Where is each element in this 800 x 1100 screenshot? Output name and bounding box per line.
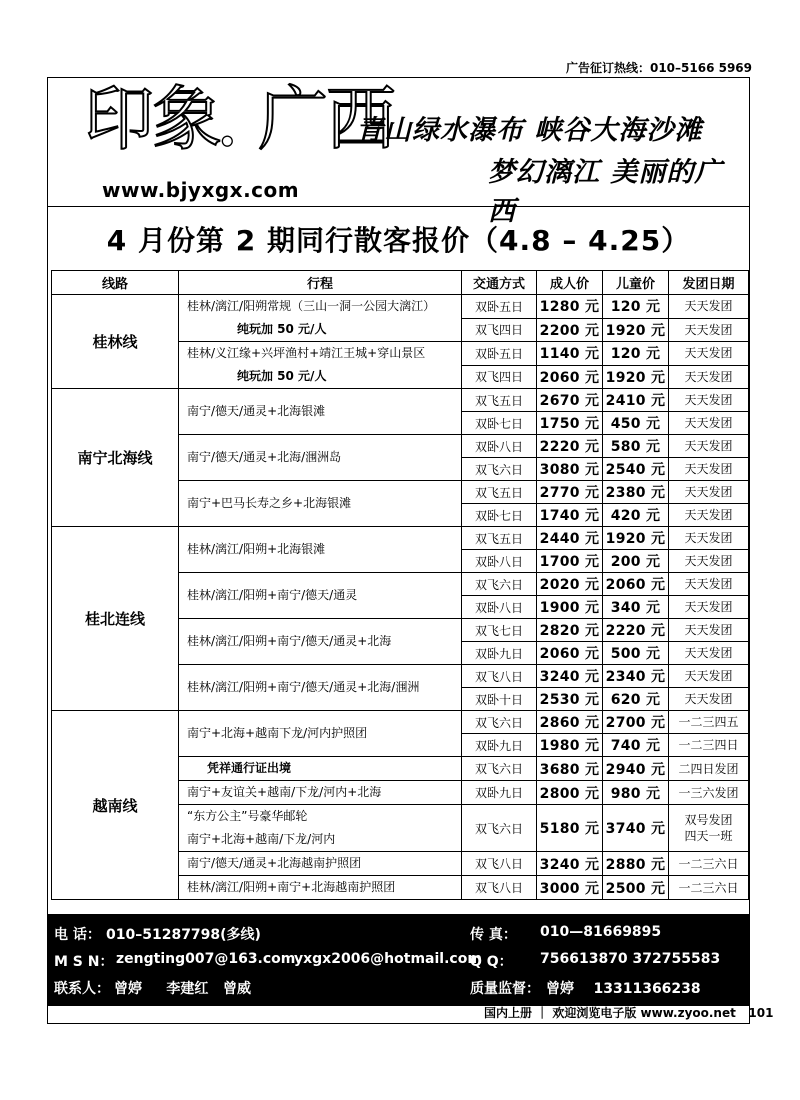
route-cell	[179, 573, 462, 619]
price-table	[51, 270, 749, 900]
route-cell	[179, 481, 462, 527]
child-price-cell: 620 元	[603, 688, 669, 711]
column-header: 儿童价	[603, 271, 669, 295]
header-banner	[48, 78, 749, 227]
departure-date: 天天发团	[684, 439, 733, 453]
departure-date-cell	[669, 805, 749, 852]
departure-date-cell	[669, 318, 749, 342]
transport-cell: 双卧五日	[462, 342, 537, 366]
column-header: 成人价	[537, 271, 603, 295]
child-price-cell: 740 元	[603, 734, 669, 757]
departure-date: 天天发团	[684, 692, 733, 706]
adult-price-cell: 3240 元	[537, 665, 603, 688]
adult-price-cell: 2530 元	[537, 688, 603, 711]
fax-value: 010—81669895	[540, 924, 662, 940]
child-price-cell: 580 元	[603, 435, 669, 458]
phone-value: 010–51287798(多线)	[106, 927, 261, 943]
child-price-cell: 120 元	[603, 342, 669, 366]
route-text: 桂林/漓江/阳朔+南宁+北海越南护照团	[187, 880, 396, 894]
departure-date-cell	[669, 504, 749, 527]
transport-cell: 双卧十日	[462, 688, 537, 711]
slogan-line-1: 青山绿水瀑布 峡谷大海沙滩	[356, 115, 703, 146]
route-note: 纯玩加 50 元/人	[237, 369, 327, 383]
departure-date: 二四日发团	[678, 761, 739, 776]
route-cell	[179, 711, 462, 757]
transport-cell: 双飞六日	[462, 711, 537, 734]
transport-cell: 双飞五日	[462, 527, 537, 550]
departure-date: 天天发团	[684, 299, 733, 314]
departure-date: 天天发团	[684, 669, 733, 683]
transport-cell: 双飞七日	[462, 619, 537, 642]
line-name: 桂林线	[52, 295, 179, 389]
adult-price-cell: 2060 元	[537, 642, 603, 665]
departure-date-cell	[669, 342, 749, 366]
contact-footer	[48, 914, 749, 1006]
route-cell	[179, 342, 462, 389]
transport-cell: 双卧九日	[462, 642, 537, 665]
adult-price-cell: 2060 元	[537, 365, 603, 389]
route-text: 桂林/漓江/阳朔常规（三山一洞一公园大漓江）	[187, 299, 436, 313]
fax-label: 传 真：	[470, 927, 517, 943]
route-text: “东方公主”号豪华邮轮	[187, 809, 308, 823]
transport-cell: 双卧九日	[462, 781, 537, 805]
route-text: 桂林/漓江/阳朔+南宁/德天/通灵+北海/涠洲	[187, 680, 420, 694]
route-cell	[179, 665, 462, 711]
child-price-cell: 2410 元	[603, 389, 669, 412]
logo-text-2: 广西	[258, 78, 394, 160]
child-price-cell: 2940 元	[603, 757, 669, 781]
line-name: 越南线	[52, 711, 179, 900]
logo-url[interactable]: www.bjyxgx.com	[102, 178, 300, 202]
route-text: 南宁/德天/通灵+北海/涠洲岛	[187, 450, 342, 464]
transport-cell: 双飞四日	[462, 365, 537, 389]
qq-value: 756613870 372755583	[540, 951, 721, 967]
departure-date-cell	[669, 365, 749, 389]
table-row	[52, 711, 749, 734]
column-header: 发团日期	[669, 271, 749, 295]
column-header: 线路	[52, 271, 179, 295]
adult-price-cell: 3240 元	[537, 852, 603, 876]
departure-date-cell	[669, 435, 749, 458]
child-price-cell: 420 元	[603, 504, 669, 527]
logo	[84, 78, 394, 160]
transport-cell: 双飞八日	[462, 876, 537, 900]
supervise-label: 质量监督：	[470, 981, 540, 997]
transport-cell: 双飞六日	[462, 805, 537, 852]
route-text-2: 南宁+北海+越南/下龙/河内	[187, 832, 336, 846]
departure-date-cell	[669, 876, 749, 900]
adult-price-cell: 2770 元	[537, 481, 603, 504]
adult-price-cell: 3680 元	[537, 757, 603, 781]
page-frame	[47, 77, 750, 1024]
route-cell	[179, 876, 462, 900]
departure-date-cell	[669, 665, 749, 688]
adult-price-cell: 1980 元	[537, 734, 603, 757]
departure-date-cell	[669, 619, 749, 642]
departure-date: 天天发团	[684, 646, 733, 660]
route-cell	[179, 619, 462, 665]
route-cell	[179, 295, 462, 342]
child-price-cell: 2220 元	[603, 619, 669, 642]
transport-cell: 双卧五日	[462, 295, 537, 319]
table-row	[52, 527, 749, 550]
adult-price-cell: 2670 元	[537, 389, 603, 412]
adult-price-cell: 1750 元	[537, 412, 603, 435]
transport-cell: 双飞四日	[462, 318, 537, 342]
transport-cell: 双飞六日	[462, 573, 537, 596]
departure-date: 一二三四五	[678, 715, 739, 729]
adult-price-cell: 1280 元	[537, 295, 603, 319]
table-row	[52, 389, 749, 412]
child-price-cell: 2380 元	[603, 481, 669, 504]
supervise-value: 曾婷 13311366238	[546, 981, 701, 997]
route-cell	[179, 781, 462, 805]
transport-cell: 双卧九日	[462, 734, 537, 757]
child-price-cell: 2500 元	[603, 876, 669, 900]
adult-price-cell: 2440 元	[537, 527, 603, 550]
departure-date-cell	[669, 412, 749, 435]
departure-date: 天天发团	[684, 416, 733, 430]
child-price-cell: 2700 元	[603, 711, 669, 734]
logo-text: 印象	[84, 78, 220, 160]
child-price-cell: 3740 元	[603, 805, 669, 852]
route-text: 南宁+友谊关+越南/下龙/河内+北海	[187, 785, 382, 799]
transport-cell: 双飞五日	[462, 481, 537, 504]
transport-cell: 双飞八日	[462, 665, 537, 688]
route-text: 桂林/漓江/阳朔+南宁/德天/通灵	[187, 588, 358, 602]
departure-date-cell	[669, 711, 749, 734]
contact-label: 联系人：	[54, 981, 110, 997]
child-price-cell: 200 元	[603, 550, 669, 573]
transport-cell: 双卧七日	[462, 412, 537, 435]
departure-date-cell	[669, 852, 749, 876]
msn-label: M S N：	[54, 954, 114, 970]
slogan-line-2: 梦幻漓江 美丽的广西	[488, 157, 723, 227]
departure-date-2: 四天一班	[684, 829, 733, 843]
departure-date: 天天发团	[684, 554, 733, 568]
departure-date-cell	[669, 389, 749, 412]
transport-cell: 双卧八日	[462, 550, 537, 573]
route-cell	[179, 757, 462, 781]
adult-price-cell: 5180 元	[537, 805, 603, 852]
departure-date-cell	[669, 458, 749, 481]
table-header-row	[52, 271, 749, 295]
child-price-cell: 2060 元	[603, 573, 669, 596]
msn-email-2[interactable]: yxgx2006@hotmail.com	[294, 951, 482, 967]
child-price-cell: 1920 元	[603, 318, 669, 342]
adult-price-cell: 2860 元	[537, 711, 603, 734]
departure-date: 天天发团	[684, 600, 733, 614]
line-name: 南宁北海线	[52, 389, 179, 527]
departure-date: 天天发团	[684, 393, 733, 407]
departure-date-cell	[669, 734, 749, 757]
line-name: 桂北连线	[52, 527, 179, 711]
route-text: 南宁+巴马长寿之乡+北海银滩	[187, 496, 352, 510]
departure-date-cell	[669, 481, 749, 504]
departure-date-cell	[669, 550, 749, 573]
table-row	[52, 295, 749, 319]
adult-price-cell: 2200 元	[537, 318, 603, 342]
departure-date: 天天发团	[684, 623, 733, 637]
adult-price-cell: 1900 元	[537, 596, 603, 619]
departure-date: 天天发团	[684, 577, 733, 591]
transport-cell: 双飞六日	[462, 757, 537, 781]
route-cell	[179, 435, 462, 481]
adult-price-cell: 3000 元	[537, 876, 603, 900]
transport-cell: 双飞五日	[462, 389, 537, 412]
child-price-cell: 2340 元	[603, 665, 669, 688]
departure-date-cell	[669, 642, 749, 665]
page-footer-note: 国内上册 ｜ 欢迎浏览电子版 www.zyoo.net 101	[484, 1006, 774, 1020]
adult-price-cell: 2800 元	[537, 781, 603, 805]
child-price-cell: 450 元	[603, 412, 669, 435]
child-price-cell: 500 元	[603, 642, 669, 665]
child-price-cell: 340 元	[603, 596, 669, 619]
table-body	[52, 295, 749, 900]
msn-email-1[interactable]: zengting007@163.com	[116, 951, 296, 967]
qq-label: Q Q：	[470, 954, 513, 970]
departure-date: 天天发团	[684, 462, 733, 476]
route-cell	[179, 527, 462, 573]
transport-cell: 双飞八日	[462, 852, 537, 876]
route-cell	[179, 852, 462, 876]
adult-price-cell: 2820 元	[537, 619, 603, 642]
route-note: 纯玩加 50 元/人	[237, 322, 327, 336]
departure-date-cell	[669, 781, 749, 805]
child-price-cell: 120 元	[603, 295, 669, 319]
departure-date: 双号发团	[684, 813, 733, 827]
departure-date-cell	[669, 295, 749, 319]
column-header: 交通方式	[462, 271, 537, 295]
adult-price-cell: 1740 元	[537, 504, 603, 527]
departure-date-cell	[669, 688, 749, 711]
route-cell	[179, 389, 462, 435]
logo-dot: 。	[220, 107, 258, 153]
departure-date: 一二三六日	[678, 856, 739, 871]
adult-price-cell: 1140 元	[537, 342, 603, 366]
transport-cell: 双卧八日	[462, 435, 537, 458]
departure-date: 天天发团	[684, 322, 733, 337]
phone-label: 电 话：	[54, 927, 101, 943]
transport-cell: 双飞六日	[462, 458, 537, 481]
departure-date: 天天发团	[684, 508, 733, 522]
child-price-cell: 1920 元	[603, 527, 669, 550]
departure-date: 天天发团	[684, 369, 733, 384]
route-text: 南宁/德天/通灵+北海银滩	[187, 404, 326, 418]
departure-date: 一二三四日	[678, 738, 739, 752]
route-text: 南宁/德天/通灵+北海越南护照团	[187, 856, 362, 870]
column-header: 行程	[179, 271, 462, 295]
departure-date: 一三六发团	[678, 785, 739, 800]
page-title: 4 月份第 2 期同行散客报价（4.8 – 4.25）	[106, 223, 691, 257]
adult-price-cell: 2020 元	[537, 573, 603, 596]
departure-date: 天天发团	[684, 346, 733, 361]
departure-date: 一二三六日	[678, 880, 739, 895]
route-heading: 凭祥通行证出境	[207, 761, 292, 775]
departure-date-cell	[669, 573, 749, 596]
child-price-cell: 2540 元	[603, 458, 669, 481]
child-price-cell: 980 元	[603, 781, 669, 805]
route-text: 桂林/漓江/阳朔+南宁/德天/通灵+北海	[187, 634, 392, 648]
contact-names: 曾婷 李建红 曾威	[114, 981, 251, 997]
child-price-cell: 2880 元	[603, 852, 669, 876]
departure-date-cell	[669, 596, 749, 619]
ad-hotline: 广告征订热线：010–5166 5969	[565, 61, 752, 75]
adult-price-cell: 2220 元	[537, 435, 603, 458]
route-cell	[179, 805, 462, 852]
transport-cell: 双卧七日	[462, 504, 537, 527]
departure-date-cell	[669, 527, 749, 550]
adult-price-cell: 1700 元	[537, 550, 603, 573]
departure-date: 天天发团	[684, 531, 733, 545]
route-text: 桂林/漓江/阳朔+北海银滩	[187, 542, 326, 556]
adult-price-cell: 3080 元	[537, 458, 603, 481]
departure-date-cell	[669, 757, 749, 781]
route-text: 南宁+北海+越南下龙/河内护照团	[187, 726, 368, 740]
child-price-cell: 1920 元	[603, 365, 669, 389]
route-text: 桂林/义江缘+兴坪渔村+靖江王城+穿山景区	[187, 346, 426, 360]
departure-date: 天天发团	[684, 485, 733, 499]
transport-cell: 双卧八日	[462, 596, 537, 619]
